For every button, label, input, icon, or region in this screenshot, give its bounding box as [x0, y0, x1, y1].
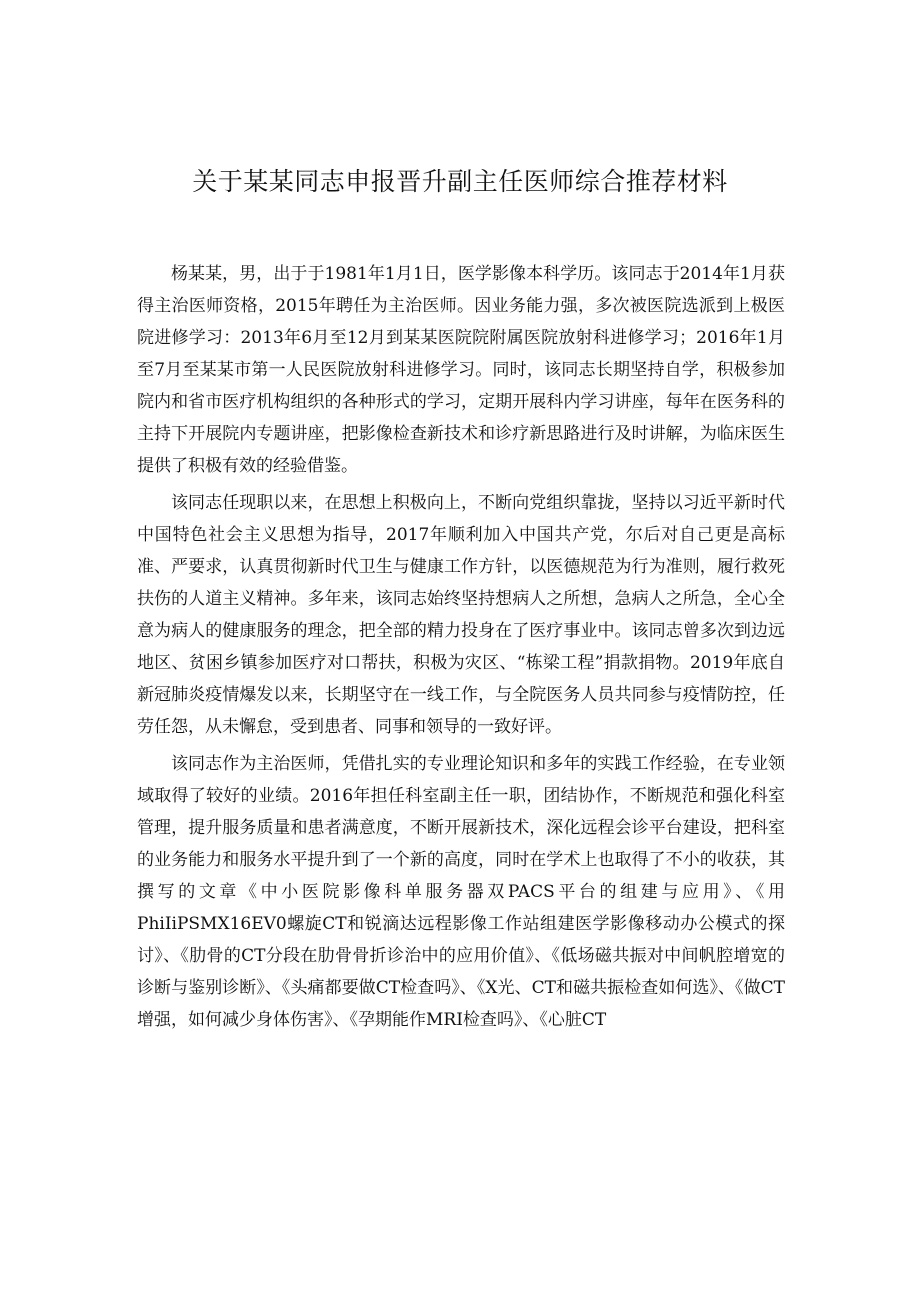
paragraph-2: 该同志任现职以来，在思想上积极向上，不断向党组织靠拢，坚持以习近平新时代中国特色社会主义思想为指导，2017年顺利加入中国共产党，尔后对自己更是高标准、严要求，认真贯彻新时代卫生与健康工作方针，以医德规范为行为准则，履行救死扶伤的人道主义精神。多年来，该同志始终坚持想病人之所想，急病人之所急，全心全意为病人的健康服务的理念，把全部的精力投身在了医疗事业中。该同志曾多次到边远地区、贫困乡镇参加医疗对口帮扶，积极为灾区、“栋梁工程”捐款捐物。2019年底自新冠肺炎疫情爆发以来，长期坚守在一线工作，与全院医务人员共同参与疫情防控，任劳任怨，从未懈怠，受到患者、同事和领导的一致好评。: [137, 493, 785, 737]
document-body: [137, 258, 785, 1036]
paragraph-3: 该同志作为主治医师，凭借扎实的专业理论知识和多年的实践工作经验，在专业领域取得了较好的业绩。2016年担任科室副主任一职，团结协作，不断规范和强化科室管理，提升服务质量和患者满意度，不断开展新技术，深化远程会诊平台建设，把科室的业务能力和服务水平提升到了一个新的高度，同时在学术上也取得了不小的收获，其撰写的文章《中小医院影像科单服务器双PACS平台的组建与应用》、《用PhiIiPSMX16EV0螺旋CT和锐滴达远程影像工作站组建医学影像移动办公模式的探讨》、《肋骨的CT分段在肋骨骨折诊治中的应用价值》、《低场磁共振对中间帆腔增宽的诊断与鉴别诊断》、《头痛都要做CT检查吗》、《X光、CT和磁共振检查如何选》、《做CT增强，如何减少身体伤害》、《孕期能作MRI检查吗》、《心脏CT: [137, 754, 785, 1030]
paragraph-1: 杨某某，男，出于于1981年1月1日，医学影像本科学历。该同志于2014年1月获得主治医师资格，2015年聘任为主治医师。因业务能力强，多次被医院选派到上极医院进修学习：2013年6月至12月到某某医院院附属医院放射科进修学习；2016年1月至7月至某某市第一人民医院放射科进修学习。同时，该同志长期坚持自学，积极参加院内和省市医疗机构组织的各种形式的学习，定期开展科内学习讲座，每年在医务科的主持下开展院内专题讲座，把影像检查新技术和诊疗新思路进行及时讲解，为临床医生提供了积极有效的经验借鉴。: [137, 264, 785, 476]
document-title: 关于某某同志申报晋升副主任医师综合推荐材料: [192, 167, 728, 196]
